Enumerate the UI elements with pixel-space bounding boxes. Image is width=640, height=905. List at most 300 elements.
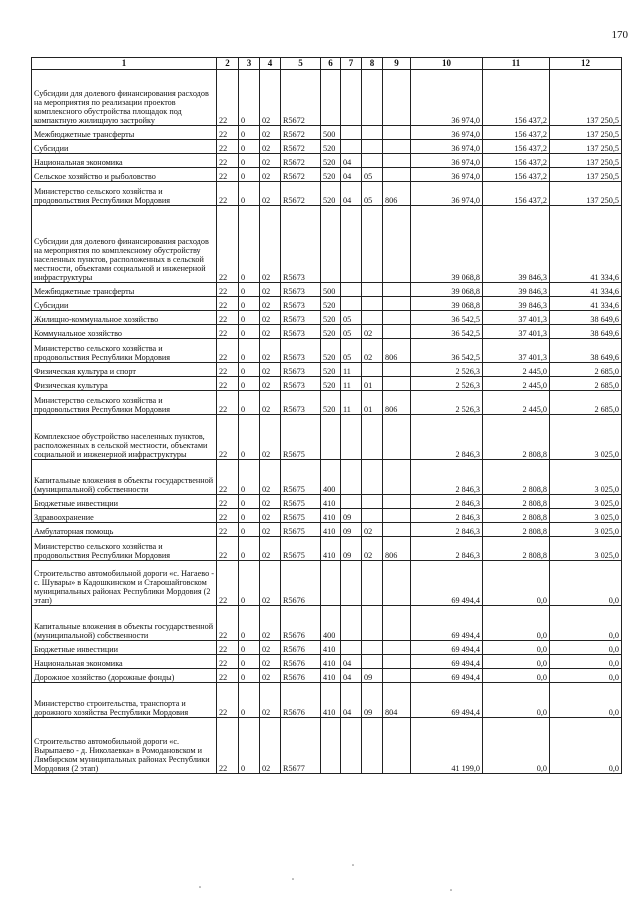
amount-cell: 39 846,3	[483, 297, 550, 311]
code-cell: 02	[260, 154, 281, 168]
code-cell: 05	[341, 339, 362, 363]
code-cell: 02	[260, 460, 281, 495]
table-row	[32, 70, 622, 126]
code-cell: R5675	[281, 415, 321, 460]
code-cell	[383, 415, 411, 460]
amount-cell: 2 445,0	[483, 363, 550, 377]
code-cell	[341, 718, 362, 774]
code-cell	[362, 509, 383, 523]
code-cell: R5673	[281, 363, 321, 377]
code-cell: R5676	[281, 683, 321, 718]
code-cell: 05	[362, 168, 383, 182]
amount-cell: 0,0	[550, 718, 622, 774]
row-label-cell: Министерство сельского хозяйства и продовольствия Республики Мордовия	[32, 537, 217, 561]
amount-cell: 36 974,0	[411, 70, 483, 126]
column-header-5: 5	[281, 58, 321, 70]
table-row	[32, 655, 622, 669]
amount-cell: 41 334,6	[550, 206, 622, 283]
amount-cell: 38 649,6	[550, 325, 622, 339]
amount-cell: 0,0	[550, 641, 622, 655]
code-cell	[341, 606, 362, 641]
amount-cell: 2 846,3	[411, 523, 483, 537]
code-cell: 02	[362, 537, 383, 561]
code-cell: 22	[217, 126, 239, 140]
code-cell: 09	[362, 683, 383, 718]
amount-cell: 0,0	[483, 718, 550, 774]
column-header-4: 4	[260, 58, 281, 70]
amount-cell: 2 846,3	[411, 415, 483, 460]
code-cell	[362, 606, 383, 641]
code-cell	[362, 297, 383, 311]
amount-cell: 2 445,0	[483, 391, 550, 415]
row-label-cell: Амбулаторная помощь	[32, 523, 217, 537]
code-cell: 0	[239, 537, 260, 561]
table-row	[32, 297, 622, 311]
code-cell: 02	[260, 70, 281, 126]
row-label-cell: Строительство автомобильной дороги «с. Вырыпаево - д. Николаевка» в Ромодановском и Лямбирском муниципальных районах Республики Мордовия (2 этап)	[32, 718, 217, 774]
column-header-12: 12	[550, 58, 622, 70]
table-row	[32, 283, 622, 297]
code-cell: 520	[321, 311, 341, 325]
row-label-cell: Строительство автомобильной дороги «с. Нагаево - с. Шувары» в Кадошкинском и Старошайговском муниципальных районах Республики Мордовия (2 этап)	[32, 561, 217, 606]
code-cell: R5676	[281, 606, 321, 641]
code-cell	[321, 70, 341, 126]
amount-cell: 2 685,0	[550, 377, 622, 391]
code-cell	[362, 140, 383, 154]
column-header-11: 11	[483, 58, 550, 70]
row-label-cell: Капитальные вложения в объекты государственной (муниципальной) собственности	[32, 460, 217, 495]
amount-cell: 2 808,8	[483, 495, 550, 509]
code-cell	[362, 70, 383, 126]
code-cell: 02	[260, 339, 281, 363]
table-row	[32, 537, 622, 561]
code-cell: 22	[217, 283, 239, 297]
amount-cell: 2 526,3	[411, 391, 483, 415]
table-row	[32, 363, 622, 377]
code-cell: 02	[260, 669, 281, 683]
code-cell	[341, 70, 362, 126]
code-cell: 520	[321, 391, 341, 415]
code-cell: 09	[341, 509, 362, 523]
code-cell: 520	[321, 325, 341, 339]
code-cell: 0	[239, 655, 260, 669]
code-cell	[362, 363, 383, 377]
code-cell: R5675	[281, 460, 321, 495]
code-cell	[362, 718, 383, 774]
column-header-1: 1	[32, 58, 217, 70]
code-cell	[383, 297, 411, 311]
code-cell: 0	[239, 561, 260, 606]
code-cell	[383, 377, 411, 391]
amount-cell: 69 494,4	[411, 606, 483, 641]
amount-cell: 156 437,2	[483, 168, 550, 182]
code-cell: 02	[362, 339, 383, 363]
amount-cell: 137 250,5	[550, 126, 622, 140]
code-cell: 02	[260, 325, 281, 339]
code-cell: R5672	[281, 168, 321, 182]
amount-cell: 156 437,2	[483, 70, 550, 126]
code-cell: 22	[217, 655, 239, 669]
code-cell: 410	[321, 641, 341, 655]
row-label-cell: Здравоохранение	[32, 509, 217, 523]
code-cell: R5673	[281, 377, 321, 391]
code-cell: 02	[260, 126, 281, 140]
code-cell: 410	[321, 537, 341, 561]
code-cell: 09	[341, 537, 362, 561]
amount-cell: 2 685,0	[550, 363, 622, 377]
table-row	[32, 606, 622, 641]
code-cell: 500	[321, 283, 341, 297]
amount-cell: 3 025,0	[550, 537, 622, 561]
amount-cell: 36 542,5	[411, 339, 483, 363]
code-cell	[383, 206, 411, 283]
code-cell	[321, 206, 341, 283]
code-cell: 02	[260, 283, 281, 297]
amount-cell: 36 974,0	[411, 182, 483, 206]
code-cell: 806	[383, 182, 411, 206]
amount-cell: 41 334,6	[550, 283, 622, 297]
amount-cell: 36 974,0	[411, 154, 483, 168]
code-cell: 04	[341, 683, 362, 718]
code-cell: R5676	[281, 561, 321, 606]
code-cell: 04	[341, 168, 362, 182]
code-cell: 05	[341, 325, 362, 339]
code-cell: R5672	[281, 154, 321, 168]
table-body	[32, 70, 622, 774]
table-row	[32, 641, 622, 655]
amount-cell: 156 437,2	[483, 126, 550, 140]
code-cell	[383, 154, 411, 168]
amount-cell: 69 494,4	[411, 641, 483, 655]
code-cell: 22	[217, 460, 239, 495]
amount-cell: 0,0	[483, 669, 550, 683]
code-cell: R5675	[281, 509, 321, 523]
code-cell: R5672	[281, 182, 321, 206]
code-cell: R5676	[281, 655, 321, 669]
code-cell: 520	[321, 140, 341, 154]
code-cell	[321, 718, 341, 774]
code-cell: 22	[217, 140, 239, 154]
code-cell	[383, 655, 411, 669]
row-label-cell: Сельское хозяйство и рыболовство	[32, 168, 217, 182]
code-cell	[321, 561, 341, 606]
code-cell: 02	[260, 168, 281, 182]
code-cell: 01	[362, 377, 383, 391]
code-cell: 410	[321, 683, 341, 718]
code-cell: 0	[239, 641, 260, 655]
code-cell	[341, 415, 362, 460]
amount-cell: 2 846,3	[411, 495, 483, 509]
code-cell: 0	[239, 460, 260, 495]
code-cell: 0	[239, 182, 260, 206]
table-row	[32, 683, 622, 718]
code-cell: 0	[239, 339, 260, 363]
code-cell: R5673	[281, 339, 321, 363]
code-cell	[383, 509, 411, 523]
amount-cell: 36 974,0	[411, 126, 483, 140]
amount-cell: 36 542,5	[411, 325, 483, 339]
amount-cell: 39 846,3	[483, 206, 550, 283]
amount-cell: 39 068,8	[411, 297, 483, 311]
code-cell: 22	[217, 718, 239, 774]
code-cell: R5676	[281, 641, 321, 655]
budget-table	[31, 57, 622, 774]
code-cell: 22	[217, 363, 239, 377]
code-cell: 02	[260, 606, 281, 641]
code-cell: R5673	[281, 283, 321, 297]
code-cell: 22	[217, 325, 239, 339]
code-cell: 11	[341, 391, 362, 415]
code-cell	[383, 363, 411, 377]
code-cell: 02	[260, 641, 281, 655]
amount-cell: 37 401,3	[483, 325, 550, 339]
code-cell: R5675	[281, 537, 321, 561]
code-cell: 22	[217, 415, 239, 460]
code-cell: 02	[260, 495, 281, 509]
code-cell: R5673	[281, 311, 321, 325]
code-cell: 22	[217, 311, 239, 325]
amount-cell: 2 808,8	[483, 523, 550, 537]
code-cell: 520	[321, 154, 341, 168]
amount-cell: 0,0	[550, 655, 622, 669]
code-cell	[341, 495, 362, 509]
code-cell	[362, 495, 383, 509]
amount-cell: 36 974,0	[411, 140, 483, 154]
code-cell	[362, 311, 383, 325]
row-label-cell: Субсидии для долевого финансирования расходов на мероприятия по реализации проектов комплексного обустройства площадок под компактную жилищную застройку	[32, 70, 217, 126]
code-cell	[362, 641, 383, 655]
code-cell	[383, 641, 411, 655]
amount-cell: 41 199,0	[411, 718, 483, 774]
row-label-cell: Капитальные вложения в объекты государственной (муниципальной) собственности	[32, 606, 217, 641]
amount-cell: 37 401,3	[483, 339, 550, 363]
amount-cell: 3 025,0	[550, 415, 622, 460]
amount-cell: 2 445,0	[483, 377, 550, 391]
table-row	[32, 154, 622, 168]
amount-cell: 69 494,4	[411, 683, 483, 718]
amount-cell: 2 685,0	[550, 391, 622, 415]
row-label-cell: Физическая культура и спорт	[32, 363, 217, 377]
code-cell	[383, 460, 411, 495]
code-cell	[383, 70, 411, 126]
code-cell: 01	[362, 391, 383, 415]
code-cell	[341, 561, 362, 606]
code-cell: 05	[341, 311, 362, 325]
amount-cell: 2 846,3	[411, 509, 483, 523]
amount-cell: 3 025,0	[550, 509, 622, 523]
code-cell: 806	[383, 391, 411, 415]
amount-cell: 0,0	[550, 669, 622, 683]
table-row	[32, 523, 622, 537]
code-cell: 22	[217, 206, 239, 283]
column-header-7: 7	[341, 58, 362, 70]
table-row	[32, 126, 622, 140]
code-cell: 400	[321, 606, 341, 641]
code-cell: 04	[341, 154, 362, 168]
amount-cell: 137 250,5	[550, 70, 622, 126]
code-cell: 22	[217, 339, 239, 363]
row-label-cell: Национальная экономика	[32, 154, 217, 168]
code-cell: R5676	[281, 669, 321, 683]
row-label-cell: Жилищно-коммунальное хозяйство	[32, 311, 217, 325]
code-cell: R5673	[281, 206, 321, 283]
code-cell: 02	[260, 718, 281, 774]
code-cell	[321, 415, 341, 460]
code-cell: 22	[217, 182, 239, 206]
code-cell: 02	[260, 311, 281, 325]
code-cell: 0	[239, 126, 260, 140]
code-cell: 22	[217, 537, 239, 561]
code-cell: 05	[362, 182, 383, 206]
amount-cell: 0,0	[550, 683, 622, 718]
code-cell	[383, 325, 411, 339]
code-cell: R5672	[281, 126, 321, 140]
code-cell: 02	[260, 537, 281, 561]
code-cell	[362, 126, 383, 140]
code-cell: 22	[217, 561, 239, 606]
amount-cell: 137 250,5	[550, 140, 622, 154]
amount-cell: 137 250,5	[550, 154, 622, 168]
row-label-cell: Субсидии	[32, 140, 217, 154]
code-cell	[383, 718, 411, 774]
code-cell	[362, 206, 383, 283]
code-cell: 410	[321, 669, 341, 683]
code-cell: 0	[239, 283, 260, 297]
code-cell	[383, 311, 411, 325]
code-cell	[341, 126, 362, 140]
code-cell: 0	[239, 363, 260, 377]
code-cell: 806	[383, 339, 411, 363]
code-cell	[341, 140, 362, 154]
row-label-cell: Министерство сельского хозяйства и продовольствия Республики Мордовия	[32, 391, 217, 415]
table-row	[32, 669, 622, 683]
table-row	[32, 495, 622, 509]
code-cell: 02	[362, 523, 383, 537]
table-row	[32, 415, 622, 460]
amount-cell: 69 494,4	[411, 669, 483, 683]
code-cell	[383, 126, 411, 140]
code-cell: 520	[321, 182, 341, 206]
table-row	[32, 168, 622, 182]
code-cell: 02	[260, 391, 281, 415]
code-cell: 0	[239, 718, 260, 774]
code-cell: 0	[239, 297, 260, 311]
code-cell: 0	[239, 495, 260, 509]
table-row	[32, 718, 622, 774]
amount-cell: 3 025,0	[550, 523, 622, 537]
code-cell: 11	[341, 377, 362, 391]
code-cell: 0	[239, 325, 260, 339]
amount-cell: 3 025,0	[550, 460, 622, 495]
table-row	[32, 561, 622, 606]
table-row	[32, 182, 622, 206]
row-label-cell: Коммунальное хозяйство	[32, 325, 217, 339]
column-header-3: 3	[239, 58, 260, 70]
code-cell: 22	[217, 523, 239, 537]
code-cell: 0	[239, 669, 260, 683]
code-cell: 0	[239, 311, 260, 325]
row-label-cell: Физическая культура	[32, 377, 217, 391]
code-cell: 0	[239, 206, 260, 283]
amount-cell: 36 542,5	[411, 311, 483, 325]
amount-cell: 69 494,4	[411, 655, 483, 669]
amount-cell: 0,0	[483, 655, 550, 669]
code-cell: 22	[217, 509, 239, 523]
code-cell	[383, 168, 411, 182]
table-row	[32, 325, 622, 339]
amount-cell: 0,0	[483, 641, 550, 655]
code-cell: 520	[321, 363, 341, 377]
amount-cell: 2 846,3	[411, 460, 483, 495]
code-cell: 22	[217, 669, 239, 683]
code-cell: 0	[239, 509, 260, 523]
amount-cell: 39 846,3	[483, 283, 550, 297]
table-row	[32, 509, 622, 523]
amount-cell: 2 846,3	[411, 537, 483, 561]
amount-cell: 2 526,3	[411, 377, 483, 391]
code-cell: R5673	[281, 325, 321, 339]
amount-cell: 41 334,6	[550, 297, 622, 311]
column-header-2: 2	[217, 58, 239, 70]
code-cell	[362, 655, 383, 669]
row-label-cell: Министерство сельского хозяйства и продовольствия Республики Мордовия	[32, 339, 217, 363]
table-row	[32, 339, 622, 363]
row-label-cell: Субсидии для долевого финансирования расходов на мероприятия по комплексному обустройству населенных пунктов, расположенных в сельской местности, объектами социальной и инженерной инфраструктуры	[32, 206, 217, 283]
code-cell	[383, 606, 411, 641]
code-cell	[383, 561, 411, 606]
code-cell: 0	[239, 683, 260, 718]
code-cell: 520	[321, 297, 341, 311]
code-cell: 02	[260, 509, 281, 523]
amount-cell: 156 437,2	[483, 182, 550, 206]
amount-cell: 39 068,8	[411, 283, 483, 297]
table-row	[32, 311, 622, 325]
code-cell: 22	[217, 495, 239, 509]
code-cell	[383, 140, 411, 154]
code-cell	[383, 495, 411, 509]
code-cell: 410	[321, 655, 341, 669]
code-cell: 04	[341, 669, 362, 683]
column-header-8: 8	[362, 58, 383, 70]
code-cell: 0	[239, 168, 260, 182]
amount-cell: 38 649,6	[550, 339, 622, 363]
code-cell	[383, 523, 411, 537]
row-label-cell: Комплексное обустройство населенных пунктов, расположенных в сельской местности, объектами социальной и инженерной инфраструктуры	[32, 415, 217, 460]
code-cell	[341, 460, 362, 495]
code-cell: 22	[217, 641, 239, 655]
code-cell: 02	[260, 206, 281, 283]
code-cell	[383, 669, 411, 683]
amount-cell: 137 250,5	[550, 168, 622, 182]
amount-cell: 2 808,8	[483, 460, 550, 495]
page-number: 170	[611, 29, 628, 41]
code-cell: 11	[341, 363, 362, 377]
code-cell: 0	[239, 391, 260, 415]
amount-cell: 37 401,3	[483, 311, 550, 325]
code-cell: 22	[217, 606, 239, 641]
code-cell	[341, 641, 362, 655]
code-cell: 520	[321, 168, 341, 182]
code-cell: 02	[260, 523, 281, 537]
amount-cell: 0,0	[483, 606, 550, 641]
amount-cell: 156 437,2	[483, 154, 550, 168]
code-cell: 22	[217, 683, 239, 718]
amount-cell: 0,0	[550, 606, 622, 641]
code-cell: 22	[217, 154, 239, 168]
amount-cell: 0,0	[483, 683, 550, 718]
code-cell: 806	[383, 537, 411, 561]
code-cell	[362, 283, 383, 297]
